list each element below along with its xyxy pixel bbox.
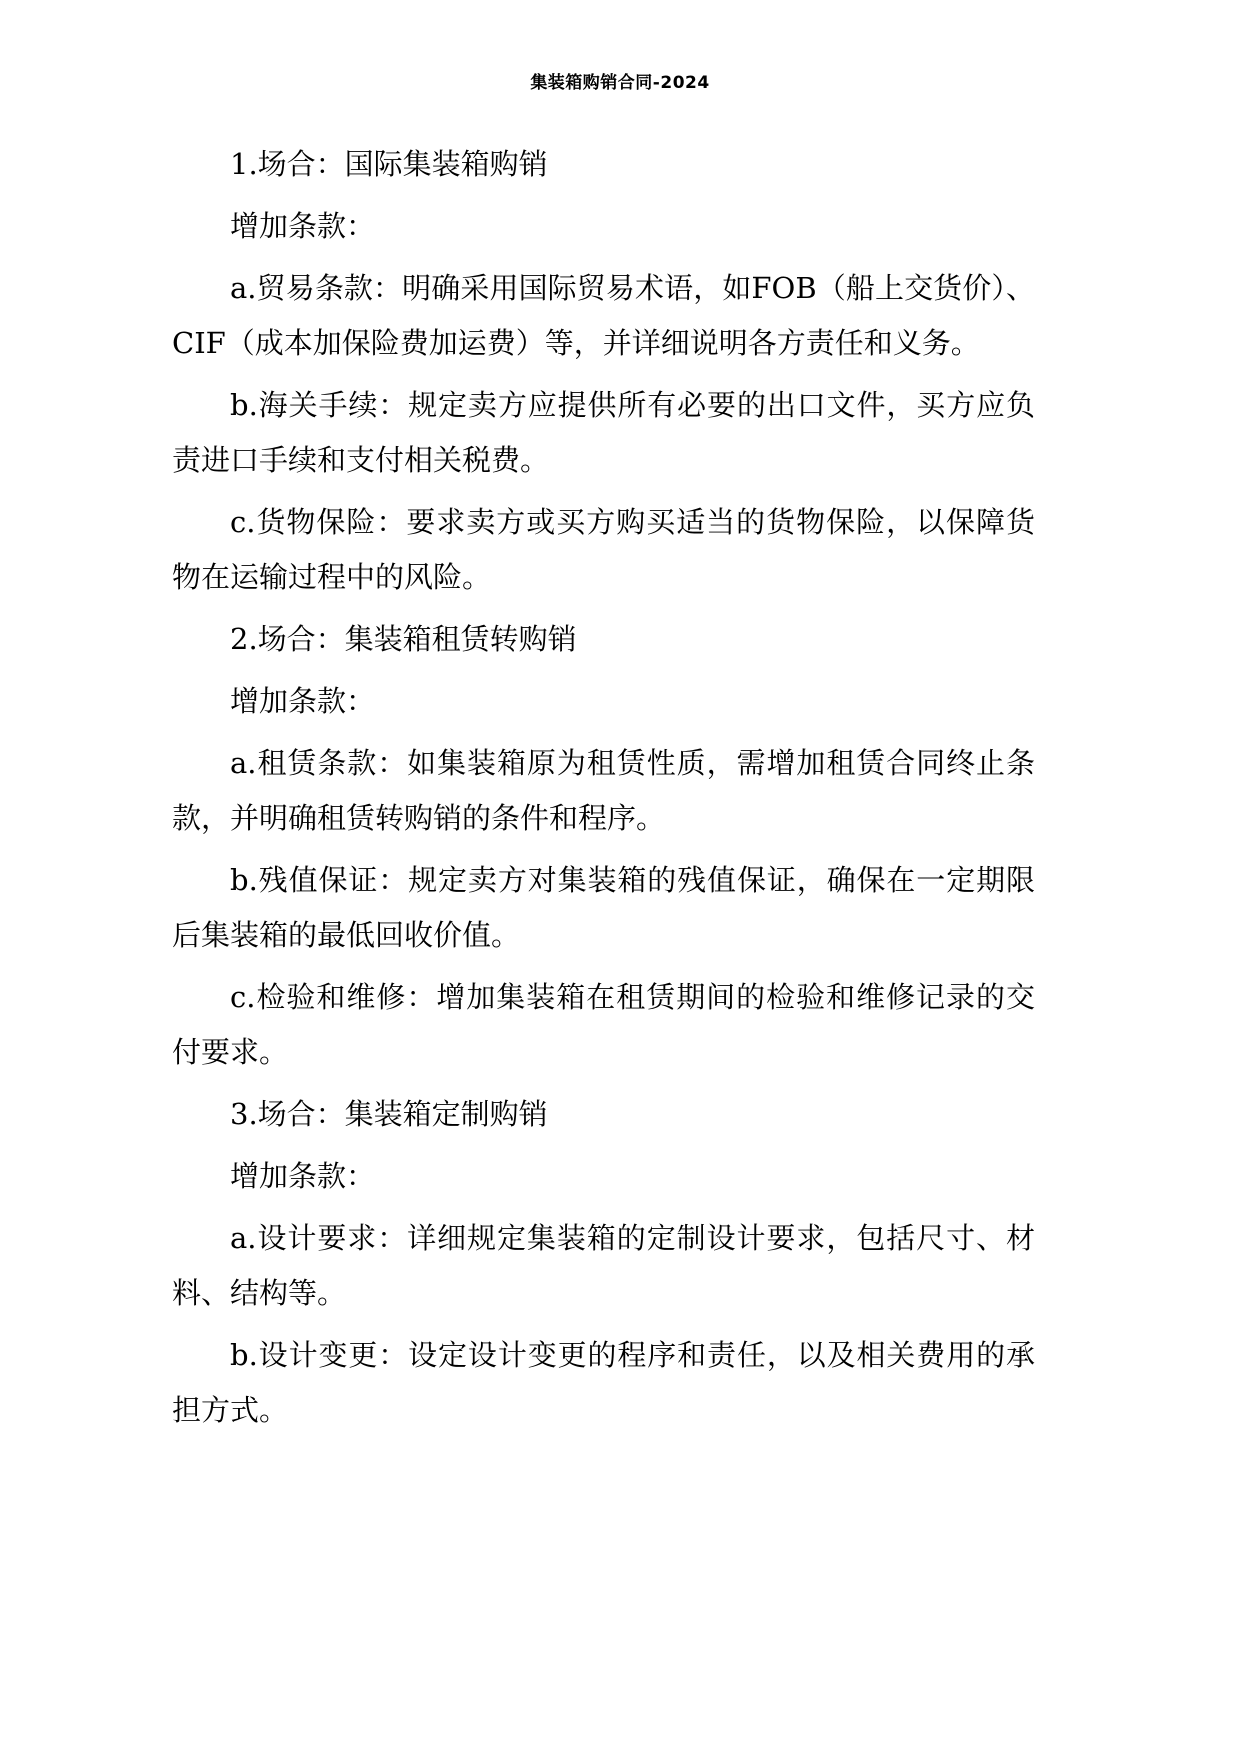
paragraph-section-2-heading: 2.场合：集装箱租赁转购销 xyxy=(230,622,577,656)
paragraph-clause-3a: a.设计要求：详细规定集装箱的定制设计要求，包括尺寸、材料、结构等。 xyxy=(172,1221,1035,1310)
paragraph-clause-3b: b.设计变更：设定设计变更的程序和责任，以及相关费用的承担方式。 xyxy=(172,1338,1035,1427)
paragraph-clause-1a: a.贸易条款：明确采用国际贸易术语，如FOB（船上交货价）、CIF（成本加保险费加运费）等，并详细说明各方责任和义务。 xyxy=(172,271,1035,360)
paragraph-clause-2c: c.检验和维修：增加集装箱在租赁期间的检验和维修记录的交付要求。 xyxy=(172,980,1035,1069)
paragraph-added-clauses-label-1: 增加条款： xyxy=(230,209,376,243)
paragraph-section-1-heading: 1.场合：国际集装箱购销 xyxy=(230,147,548,181)
document-title: 集装箱购销合同-2024 xyxy=(530,73,710,93)
paragraph-added-clauses-label-3: 增加条款： xyxy=(230,1159,376,1193)
paragraph-clause-1b: b.海关手续：规定卖方应提供所有必要的出口文件，买方应负责进口手续和支付相关税费。 xyxy=(172,388,1035,477)
document-body xyxy=(172,137,1035,1438)
document-header xyxy=(0,0,1240,93)
paragraph-clause-1c: c.货物保险：要求卖方或买方购买适当的货物保险，以保障货物在运输过程中的风险。 xyxy=(172,505,1035,594)
paragraph-section-3-heading: 3.场合：集装箱定制购销 xyxy=(230,1097,548,1131)
paragraph-clause-2b: b.残值保证：规定卖方对集装箱的残值保证，确保在一定期限后集装箱的最低回收价值。 xyxy=(172,863,1035,952)
paragraph-added-clauses-label-2: 增加条款： xyxy=(230,684,376,718)
paragraph-clause-2a: a.租赁条款：如集装箱原为租赁性质，需增加租赁合同终止条款，并明确租赁转购销的条件和程序。 xyxy=(172,746,1035,835)
